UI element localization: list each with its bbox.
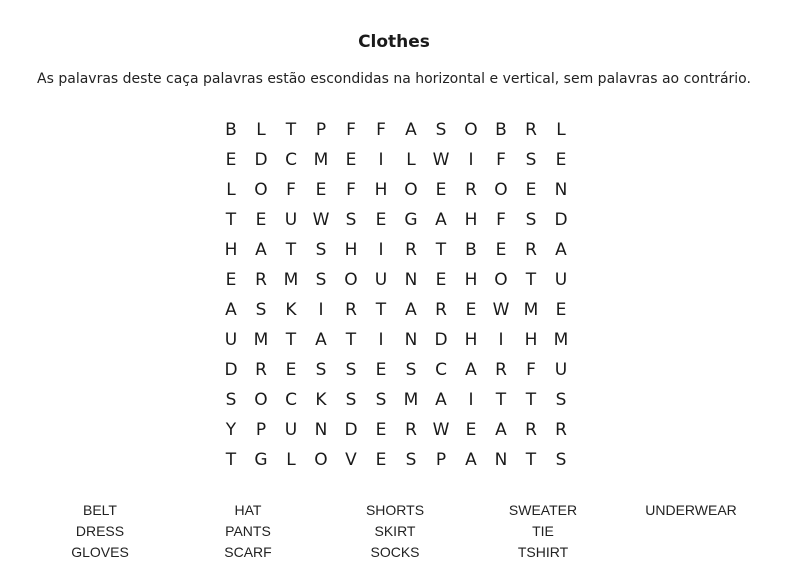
grid-row bbox=[224, 327, 591, 357]
grid-cell[interactable]: F bbox=[346, 120, 356, 140]
grid-cell[interactable]: H bbox=[344, 240, 358, 260]
grid-cell[interactable]: E bbox=[465, 300, 477, 320]
grid-cell[interactable]: T bbox=[525, 270, 537, 290]
grid-cell[interactable]: S bbox=[225, 390, 237, 410]
grid-cell[interactable]: H bbox=[464, 210, 478, 230]
grid-cell[interactable]: U bbox=[554, 270, 568, 290]
grid-cell[interactable]: A bbox=[225, 300, 237, 320]
grid-cell[interactable]: E bbox=[495, 240, 507, 260]
word-list-item: DRESS bbox=[75, 523, 125, 539]
grid-row bbox=[225, 117, 591, 147]
grid-cell[interactable]: R bbox=[525, 420, 537, 440]
grid-cell[interactable]: R bbox=[435, 300, 447, 320]
grid-cell[interactable]: E bbox=[435, 270, 447, 290]
word-list-column bbox=[320, 502, 470, 565]
grid-cell[interactable]: E bbox=[345, 150, 357, 170]
grid-cell[interactable]: W bbox=[432, 420, 450, 440]
grid-cell[interactable]: G bbox=[404, 210, 418, 230]
grid-cell[interactable]: O bbox=[344, 270, 358, 290]
grid-cell[interactable]: C bbox=[285, 150, 297, 170]
grid-cell[interactable]: C bbox=[285, 390, 297, 410]
grid-cell[interactable]: O bbox=[464, 120, 478, 140]
grid-cell[interactable]: S bbox=[405, 360, 417, 380]
word-list-item: UNDERWEAR bbox=[645, 502, 737, 518]
grid-cell[interactable]: R bbox=[555, 420, 567, 440]
grid-cell[interactable]: I bbox=[378, 150, 384, 170]
grid-cell[interactable]: E bbox=[435, 180, 447, 200]
grid-cell[interactable]: K bbox=[285, 300, 297, 320]
grid-cell[interactable]: R bbox=[525, 120, 537, 140]
word-list-item: TIE bbox=[532, 523, 554, 539]
grid-cell[interactable]: U bbox=[554, 360, 568, 380]
grid-cell[interactable]: E bbox=[375, 210, 387, 230]
grid-cell[interactable]: P bbox=[435, 450, 447, 470]
grid-cell[interactable]: E bbox=[225, 270, 237, 290]
word-list-item: SHORTS bbox=[365, 502, 425, 518]
grid-cell[interactable]: O bbox=[254, 180, 268, 200]
grid-cell[interactable]: A bbox=[255, 240, 267, 260]
grid-cell[interactable]: C bbox=[435, 360, 447, 380]
grid-cell[interactable]: T bbox=[225, 450, 237, 470]
word-list-column bbox=[616, 502, 766, 523]
grid-cell[interactable]: S bbox=[345, 390, 357, 410]
word-list-item: SCARF bbox=[224, 544, 272, 560]
grid-cell[interactable]: F bbox=[376, 120, 386, 140]
grid-cell[interactable]: W bbox=[432, 150, 450, 170]
puzzle-instructions: As palavras deste caça palavras estão escondidas na horizontal e vertical, sem palavras ao contrário. bbox=[37, 71, 751, 87]
grid-cell[interactable]: T bbox=[285, 120, 297, 140]
grid-cell[interactable]: D bbox=[344, 420, 358, 440]
grid-cell[interactable]: S bbox=[555, 450, 567, 470]
grid-cell[interactable]: M bbox=[283, 270, 299, 290]
grid-cell[interactable]: T bbox=[525, 390, 537, 410]
grid-cell[interactable]: F bbox=[496, 150, 506, 170]
grid-cell[interactable]: L bbox=[226, 180, 236, 200]
grid-cell[interactable]: V bbox=[345, 450, 357, 470]
grid-cell[interactable]: M bbox=[253, 330, 269, 350]
grid-row bbox=[225, 267, 591, 297]
word-list-column bbox=[468, 502, 618, 565]
grid-cell[interactable]: A bbox=[315, 330, 327, 350]
grid-cell[interactable]: T bbox=[525, 450, 537, 470]
grid-cell[interactable]: R bbox=[255, 360, 267, 380]
grid-cell[interactable]: U bbox=[284, 210, 298, 230]
grid-cell[interactable]: T bbox=[435, 240, 447, 260]
grid-cell[interactable]: I bbox=[468, 150, 474, 170]
word-list-item: SWEATER bbox=[508, 502, 578, 518]
grid-cell[interactable]: U bbox=[224, 330, 238, 350]
grid-cell[interactable]: S bbox=[345, 210, 357, 230]
grid-cell[interactable]: D bbox=[554, 210, 568, 230]
grid-cell[interactable]: K bbox=[315, 390, 327, 410]
word-list-item: PANTS bbox=[225, 523, 271, 539]
grid-cell[interactable]: I bbox=[378, 330, 384, 350]
grid-cell[interactable]: S bbox=[405, 450, 417, 470]
grid-cell[interactable]: I bbox=[468, 390, 474, 410]
grid-cell[interactable]: F bbox=[526, 360, 536, 380]
grid-cell[interactable]: A bbox=[465, 450, 477, 470]
grid-cell[interactable]: R bbox=[405, 240, 417, 260]
grid-row bbox=[225, 447, 591, 477]
grid-cell[interactable]: O bbox=[254, 390, 268, 410]
grid-cell[interactable]: R bbox=[495, 360, 507, 380]
grid-cell[interactable]: F bbox=[346, 180, 356, 200]
word-list-item: SOCKS bbox=[370, 544, 420, 560]
grid-cell[interactable]: E bbox=[555, 300, 567, 320]
grid-cell[interactable]: R bbox=[525, 240, 537, 260]
grid-cell[interactable]: A bbox=[435, 390, 447, 410]
grid-cell[interactable]: I bbox=[318, 300, 324, 320]
grid-cell[interactable]: T bbox=[495, 390, 507, 410]
grid-cell[interactable]: B bbox=[225, 120, 237, 140]
grid-cell[interactable]: F bbox=[496, 210, 506, 230]
grid-cell[interactable]: D bbox=[254, 150, 268, 170]
puzzle-title: Clothes bbox=[358, 32, 430, 52]
grid-row bbox=[225, 147, 591, 177]
grid-cell[interactable]: S bbox=[525, 210, 537, 230]
word-list-item: SKIRT bbox=[374, 523, 416, 539]
grid-cell[interactable]: A bbox=[495, 420, 507, 440]
grid-cell[interactable]: S bbox=[375, 390, 387, 410]
grid-cell[interactable]: E bbox=[225, 150, 237, 170]
grid-cell[interactable]: E bbox=[465, 420, 477, 440]
grid-cell[interactable]: T bbox=[285, 330, 297, 350]
grid-cell[interactable]: S bbox=[255, 300, 267, 320]
grid-cell[interactable]: D bbox=[434, 330, 448, 350]
grid-cell[interactable]: P bbox=[255, 420, 267, 440]
grid-cell[interactable]: O bbox=[494, 270, 508, 290]
grid-cell[interactable]: E bbox=[255, 210, 267, 230]
grid-cell[interactable]: R bbox=[345, 300, 357, 320]
grid-cell[interactable]: N bbox=[404, 270, 418, 290]
grid-cell[interactable]: S bbox=[315, 240, 327, 260]
grid-cell[interactable]: S bbox=[435, 120, 447, 140]
grid-cell[interactable]: W bbox=[312, 210, 330, 230]
grid-cell[interactable]: F bbox=[286, 180, 296, 200]
word-list-column bbox=[173, 502, 323, 565]
grid-cell[interactable]: E bbox=[315, 180, 327, 200]
grid-cell[interactable]: S bbox=[315, 270, 327, 290]
grid-cell[interactable]: L bbox=[556, 120, 566, 140]
grid-cell[interactable]: S bbox=[315, 360, 327, 380]
grid-cell[interactable]: H bbox=[464, 330, 478, 350]
grid-cell[interactable]: N bbox=[554, 180, 568, 200]
grid-cell[interactable]: E bbox=[375, 420, 387, 440]
grid-cell[interactable]: H bbox=[524, 330, 538, 350]
grid-cell[interactable]: T bbox=[375, 300, 387, 320]
grid-cell[interactable]: S bbox=[555, 390, 567, 410]
grid-row bbox=[225, 297, 591, 327]
grid-cell[interactable]: M bbox=[403, 390, 419, 410]
letter-grid bbox=[224, 117, 591, 477]
word-list-item: HAT bbox=[234, 502, 262, 518]
grid-cell[interactable]: H bbox=[224, 240, 238, 260]
grid-cell[interactable]: T bbox=[345, 330, 357, 350]
grid-cell[interactable]: N bbox=[404, 330, 418, 350]
grid-cell[interactable]: R bbox=[255, 270, 267, 290]
grid-cell[interactable]: A bbox=[405, 300, 417, 320]
grid-row bbox=[224, 357, 591, 387]
grid-cell[interactable]: W bbox=[492, 300, 510, 320]
grid-cell[interactable]: I bbox=[378, 240, 384, 260]
grid-cell[interactable]: L bbox=[286, 450, 296, 470]
grid-row bbox=[225, 207, 591, 237]
grid-cell[interactable]: O bbox=[404, 180, 418, 200]
grid-cell[interactable]: R bbox=[465, 180, 477, 200]
grid-cell[interactable]: E bbox=[555, 150, 567, 170]
grid-cell[interactable]: O bbox=[494, 180, 508, 200]
grid-cell[interactable]: B bbox=[495, 120, 507, 140]
grid-row bbox=[226, 177, 591, 207]
grid-cell[interactable]: M bbox=[553, 330, 569, 350]
grid-row bbox=[224, 237, 591, 267]
grid-cell[interactable]: S bbox=[525, 150, 537, 170]
grid-cell[interactable]: E bbox=[375, 360, 387, 380]
grid-cell[interactable]: U bbox=[284, 420, 298, 440]
grid-cell[interactable]: T bbox=[225, 210, 237, 230]
grid-cell[interactable]: M bbox=[313, 150, 329, 170]
grid-cell[interactable]: G bbox=[254, 450, 268, 470]
grid-cell[interactable]: O bbox=[314, 450, 328, 470]
grid-cell[interactable]: S bbox=[345, 360, 357, 380]
grid-cell[interactable]: E bbox=[525, 180, 537, 200]
grid-cell[interactable]: L bbox=[256, 120, 266, 140]
grid-cell[interactable]: H bbox=[374, 180, 388, 200]
grid-cell[interactable]: E bbox=[285, 360, 297, 380]
word-list-item: BELT bbox=[83, 502, 117, 518]
grid-cell[interactable]: N bbox=[314, 420, 328, 440]
grid-cell[interactable]: N bbox=[494, 450, 508, 470]
word-list-item: GLOVES bbox=[71, 544, 129, 560]
grid-cell[interactable]: A bbox=[555, 240, 567, 260]
word-list-item: TSHIRT bbox=[517, 544, 569, 560]
grid-cell[interactable]: E bbox=[375, 450, 387, 470]
grid-cell[interactable]: I bbox=[498, 330, 504, 350]
grid-cell[interactable]: R bbox=[405, 420, 417, 440]
grid-cell[interactable]: A bbox=[465, 360, 477, 380]
grid-cell[interactable]: L bbox=[406, 150, 416, 170]
grid-cell[interactable]: M bbox=[523, 300, 539, 320]
grid-cell[interactable]: A bbox=[405, 120, 417, 140]
word-list-column bbox=[25, 502, 175, 565]
grid-row bbox=[225, 387, 591, 417]
grid-cell[interactable]: T bbox=[285, 240, 297, 260]
grid-cell[interactable]: U bbox=[374, 270, 388, 290]
grid-row bbox=[225, 417, 591, 447]
grid-cell[interactable]: Y bbox=[225, 420, 237, 440]
grid-cell[interactable]: B bbox=[465, 240, 477, 260]
grid-cell[interactable]: D bbox=[224, 360, 238, 380]
grid-cell[interactable]: H bbox=[464, 270, 478, 290]
grid-cell[interactable]: A bbox=[435, 210, 447, 230]
grid-cell[interactable]: P bbox=[315, 120, 327, 140]
